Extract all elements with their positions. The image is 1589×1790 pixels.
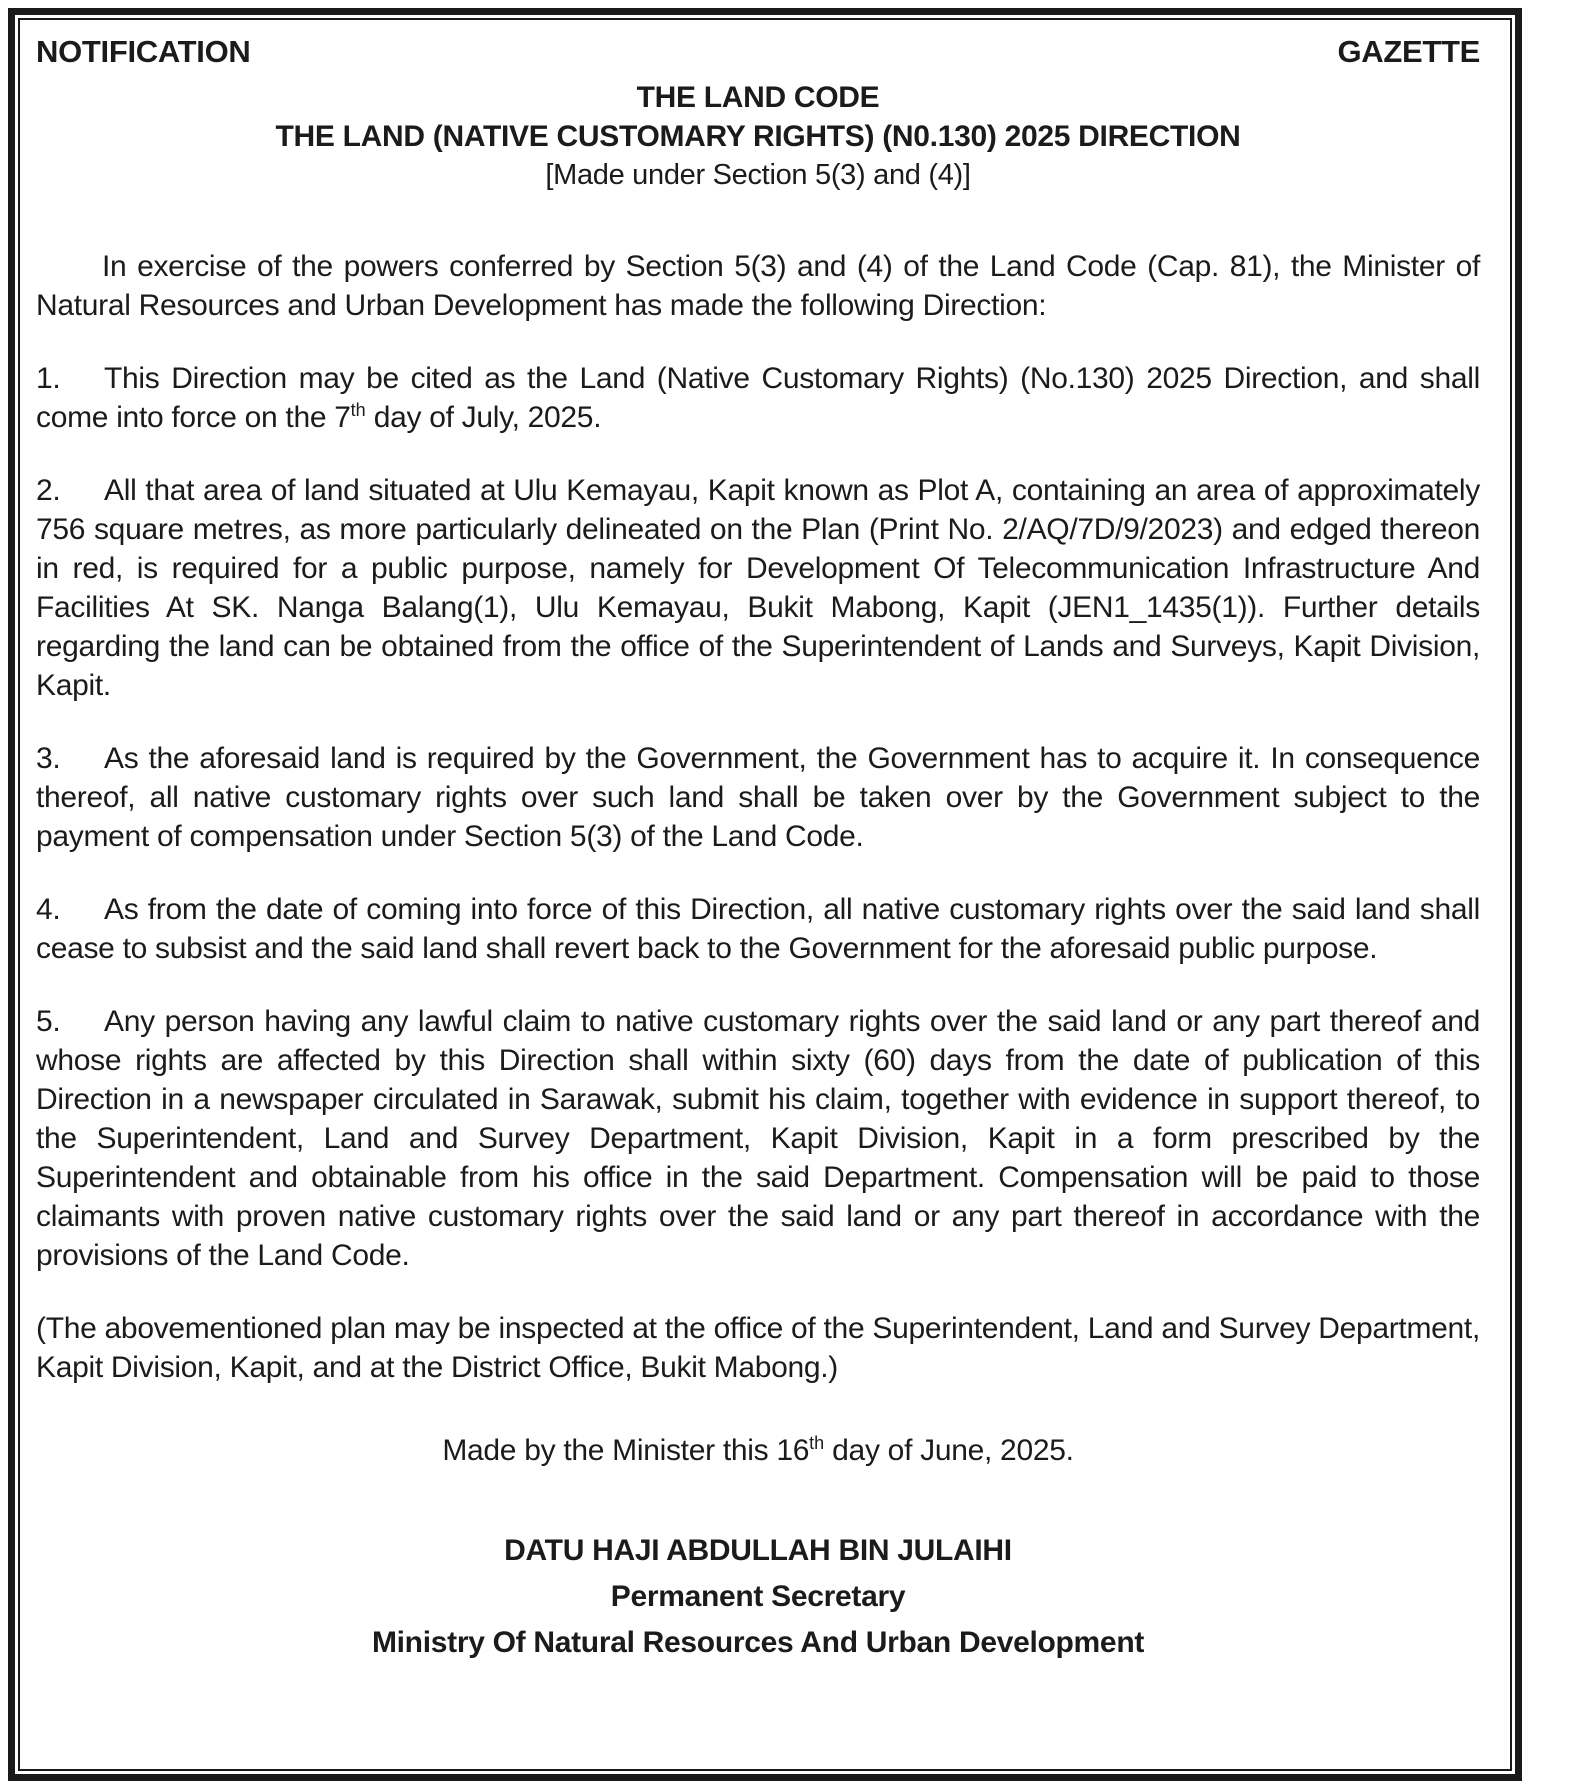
header-row — [36, 32, 1480, 72]
made-line-text: Made by the Minister this 16 — [442, 1434, 810, 1467]
clause-5-text: Any person having any lawful claim to native customary rights over the said land or any part thereof and whose rights are affected by this Direction shall within sixty (60) days from the date of publication of this Direction in a newspaper circulated in Sarawak, submit his claim, together with evidence in support thereof, to the Superintendent, Land and Survey Department, Kapit Division, Kapit in a form prescribed by the Superintendent and obtainable from his office in the said Department. Compensation will be paid to those claimants with proven native customary rights over the said land or any part thereof in accordance with the provisions of the Land Code. — [36, 1005, 1480, 1272]
clause-5-number: 5. — [36, 1005, 61, 1038]
made-under-note: [Made under Section 5(3) and (4)] — [545, 159, 971, 191]
clause-1-ordinal: th — [350, 400, 366, 420]
clause-4-number: 4. — [36, 893, 61, 926]
made-line-ordinal: th — [809, 1433, 825, 1453]
clause-4 — [36, 890, 1480, 968]
document-title: THE LAND CODE — [636, 81, 880, 114]
clause-3-number: 3. — [36, 742, 61, 775]
document-subtitle: THE LAND (NATIVE CUSTOMARY RIGHTS) (N0.130) 2025 DIRECTION — [275, 120, 1241, 153]
clause-4-text: As from the date of coming into force of this Direction, all native customary rights over the said land shall cease to subsist and the said land shall revert back to the Government for the aforesaid public purpose. — [36, 893, 1480, 965]
title-block — [36, 78, 1480, 195]
clause-2 — [36, 471, 1480, 705]
clause-1-number: 1. — [36, 362, 61, 395]
made-by-minister-line — [36, 1431, 1480, 1470]
gazette-label: GAZETTE — [1337, 34, 1480, 69]
signatory-name: DATU HAJI ABDULLAH BIN JULAIHI — [504, 1534, 1012, 1567]
clause-1-text-end: day of July, 2025. — [365, 401, 602, 434]
plan-inspection-note: (The abovementioned plan may be inspected at the office of the Superintendent, Land and Survey Department, Kapit Division, Kapit, and at the District Office, Bukit Mabong.) — [36, 1312, 1480, 1384]
notification-label: NOTIFICATION — [36, 34, 251, 69]
signatory-ministry: Ministry Of Natural Resources And Urban Development — [371, 1626, 1145, 1659]
clause-3-text: As the aforesaid land is required by the Government, the Government has to acquire it. In consequence thereof, all native customary rights over such land shall be taken over by the Government subject to the payment of compensation under Section 5(3) of the Land Code. — [36, 742, 1480, 853]
document-content — [20, 20, 1510, 1769]
clause-5 — [36, 1002, 1480, 1275]
clause-1 — [36, 359, 1480, 437]
signature-block — [36, 1528, 1480, 1666]
clause-2-text: All that area of land situated at Ulu Kemayau, Kapit known as Plot A, containing an area of approximately 756 square metres, as more particularly delineated on the Plan (Print No. 2/AQ/7D/9/2023) and edged thereon in red, is required for a public purpose, namely for Development Of Telecommunication Infrastructure And Facilities At SK. Nanga Balang(1), Ulu Kemayau, Bukit Mabong, Kapit (JEN1_1435(1)). Further details regarding the land can be obtained from the office of the Superintendent of Lands and Surveys, Kapit Division, Kapit. — [36, 474, 1480, 702]
clause-3 — [36, 739, 1480, 856]
clause-2-number: 2. — [36, 474, 61, 507]
document-inner-border — [18, 18, 1512, 1771]
clause-1-text: This Direction may be cited as the Land (Native Customary Rights) (No.130) 2025 Direction, and shall come into force on the 7 — [36, 362, 1480, 434]
document-outer-border — [8, 8, 1522, 1781]
intro-paragraph: In exercise of the powers conferred by Section 5(3) and (4) of the Land Code (Cap. 81), the Minister of Natural Resources and Urban Development has made the following Direction: — [36, 250, 1480, 322]
signatory-title: Permanent Secretary — [610, 1580, 906, 1613]
made-line-text-end: day of June, 2025. — [824, 1434, 1074, 1467]
